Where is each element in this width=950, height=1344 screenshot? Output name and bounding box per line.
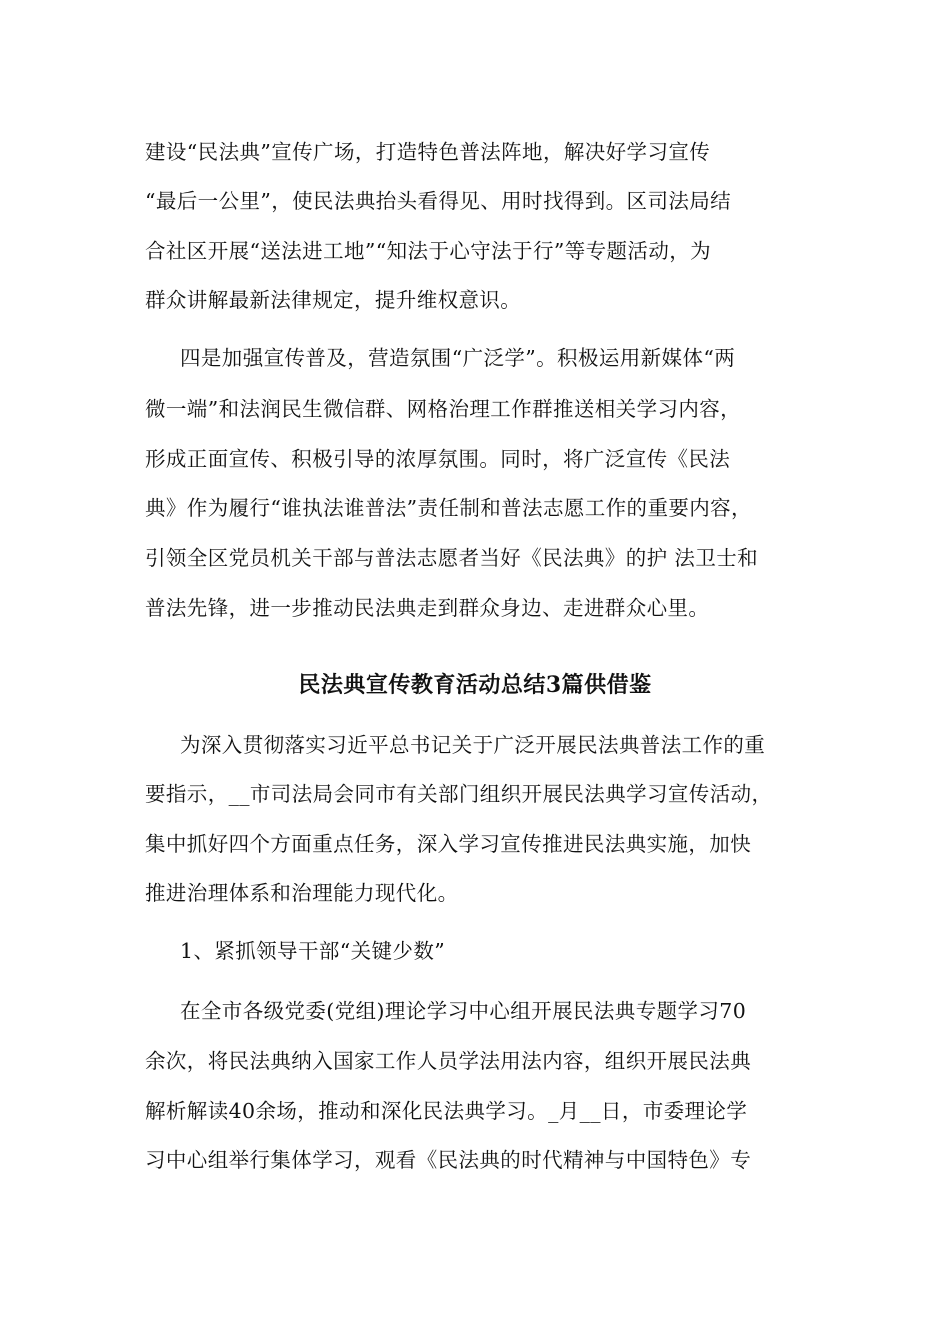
paragraph-2-line-3: 形成正面宣传、积极引导的浓厚氛围。同时，将广泛宣传《民法 bbox=[145, 447, 731, 471]
paragraph-3-line-2: 要指示，__市司法局会同市有关部门组织开展民法典学习宣传活动， bbox=[145, 782, 773, 806]
paragraph-3-line-3: 集中抓好四个方面重点任务，深入学习宣传推进民法典实施，加快 bbox=[145, 832, 752, 856]
paragraph-4-line-3: 解析解读40余场，推动和深化民法典学习。_月__日，市委理论学 bbox=[145, 1099, 748, 1123]
paragraph-3-line-4: 推进治理体系和治理能力现代化。 bbox=[145, 881, 459, 905]
paragraph-2-line-2: 微一端”和法润民生微信群、网格治理工作群推送相关学习内容， bbox=[145, 397, 742, 421]
list-item-1: 1、紧抓领导干部“关键少数” bbox=[180, 939, 446, 963]
paragraph-4-line-1: 在全市各级党委(党组)理论学习中心组开展民法典专题学习70 bbox=[180, 999, 747, 1023]
paragraph-4-line-4: 习中心组举行集体学习，观看《民法典的时代精神与中国特色》专 bbox=[145, 1148, 752, 1172]
paragraph-1-line-3: 合社区开展“送法进工地”“知法于心守法于行”等专题活动，为 bbox=[145, 239, 712, 263]
paragraph-2-line-1: 四是加强宣传普及，营造氛围“广泛学”。积极运用新媒体“两 bbox=[180, 346, 736, 370]
paragraph-1-line-1: 建设“民法典”宣传广场，打造特色普法阵地，解决好学习宣传 bbox=[145, 140, 711, 164]
paragraph-3-line-1: 为深入贯彻落实习近平总书记关于广泛开展民法典普法工作的重 bbox=[180, 733, 766, 757]
paragraph-1-line-4: 群众讲解最新法律规定，提升维权意识。 bbox=[145, 288, 522, 312]
paragraph-2-line-5: 引领全区党员机关干部与普法志愿者当好《民法典》的护 法卫士和 bbox=[145, 546, 759, 570]
paragraph-2-line-6: 普法先锋，进一步推动民法典走到群众身边、走进群众心里。 bbox=[145, 596, 710, 620]
paragraph-1-line-2: “最后一公里”，使民法典抬头看得见、用时找得到。区司法局结 bbox=[145, 189, 732, 213]
paragraph-2-line-4: 典》作为履行“谁执法谁普法”责任制和普法志愿工作的重要内容， bbox=[145, 496, 752, 520]
paragraph-4-line-2: 余次，将民法典纳入国家工作人员学法用法内容，组织开展民法典 bbox=[145, 1049, 752, 1073]
section-heading: 民法典宣传教育活动总结3篇供借鉴 bbox=[298, 672, 652, 698]
